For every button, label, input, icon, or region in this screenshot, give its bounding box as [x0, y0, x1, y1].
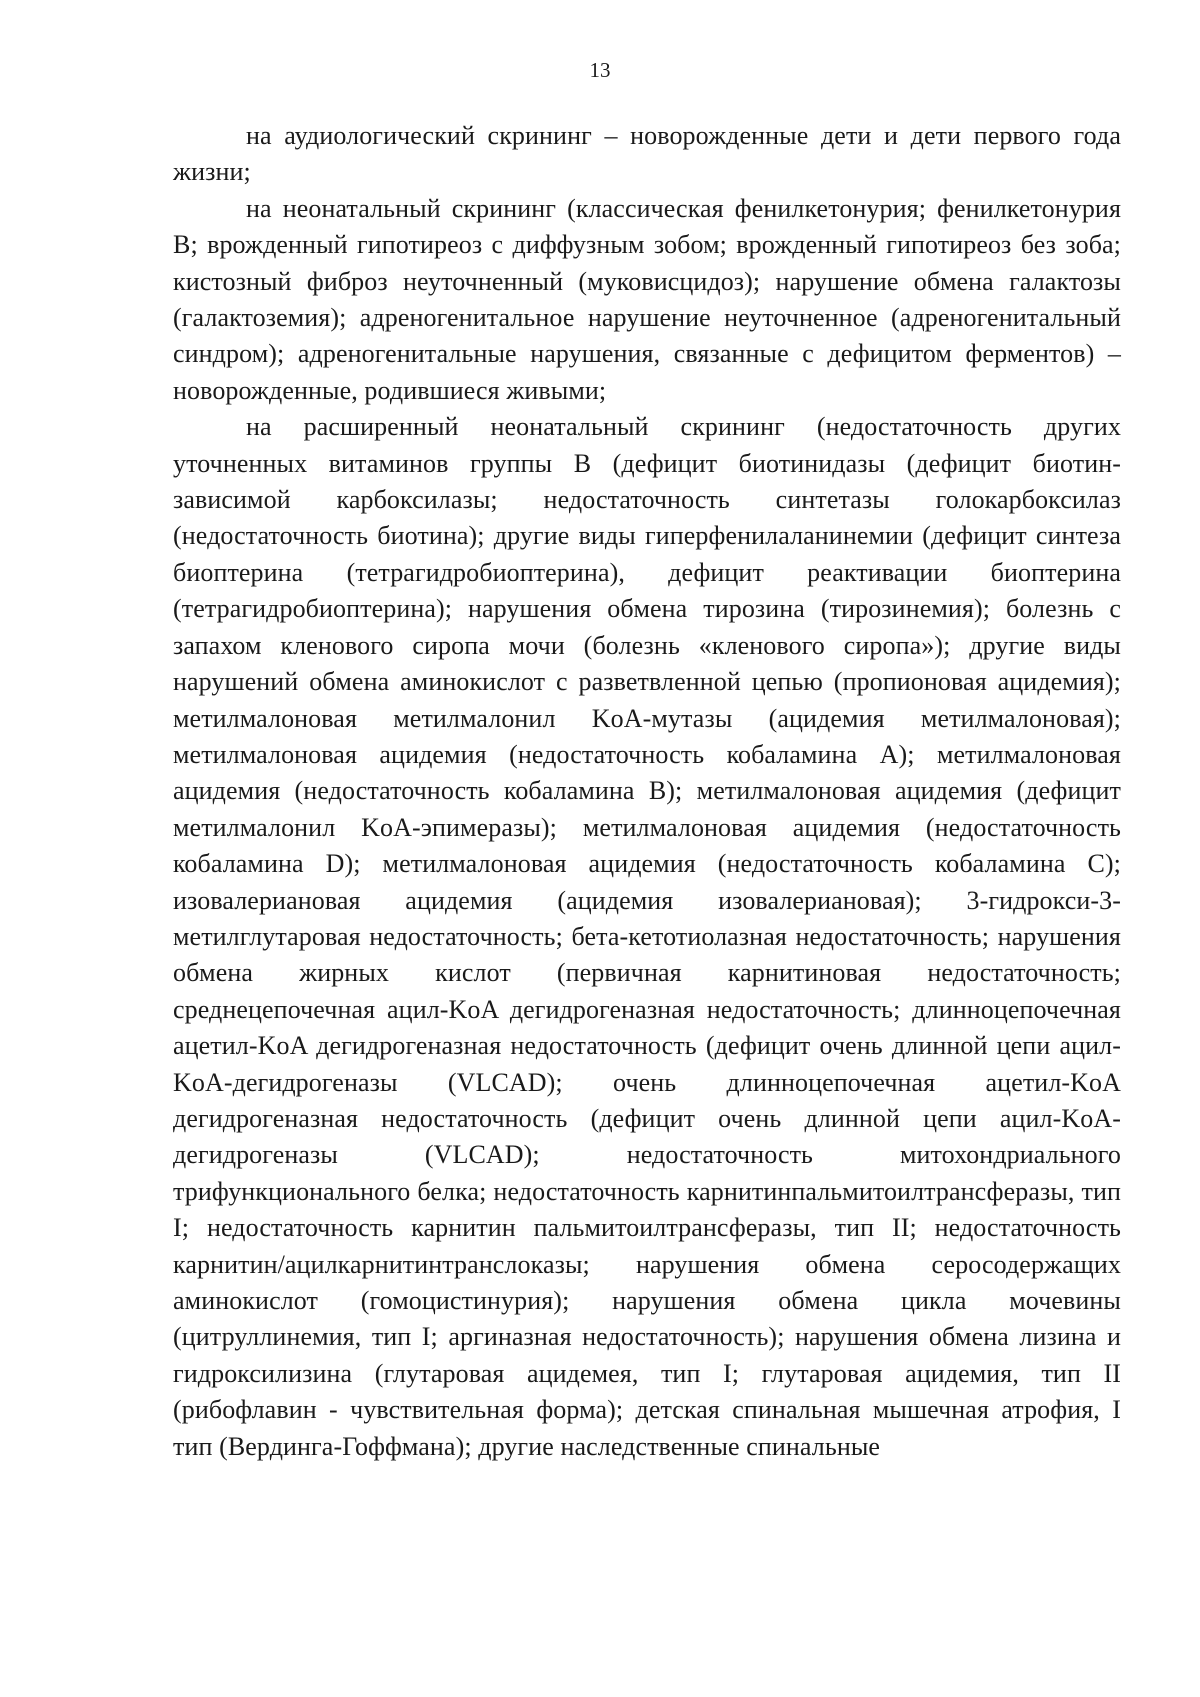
paragraph-extended-neonatal-screening: на расширенный неонатальный скрининг (недостаточность других уточненных витаминов группы B (дефицит биотинидазы (дефицит биотин-зависимой карбоксилазы; недостаточность синтетазы голокарбоксилаз (недостаточность биотина); другие виды гиперфенилаланинемии (дефицит синтеза биоптерина (тетрагидробиоптерина), дефицит реактивации биоптерина (тетрагидробиоптерина); нарушения обмена тирозина (тирозинемия); болезнь с запахом кленового сиропа мочи (болезнь «кленового сиропа»); другие виды нарушений обмена аминокислот с разветвленной цепью (пропионовая ацидемия); метилмалоновая метилмалонил KoA-мутазы (ацидемия метилмалоновая); метилмалоновая ацидемия (недостаточность кобаламина A); метилмалоновая ацидемия (недостаточность кобаламина B); метилмалоновая ацидемия (дефицит метилмалонил KoA-эпимеразы); метилмалоновая ацидемия (недостаточность кобаламина D); метилмалоновая ацидемия (недостаточность кобаламина C); изовалериановая ацидемия (ацидемия изовалериановая); 3-гидрокси-3-метилглутаровая недостаточность; бета-кетотиолазная недостаточность; нарушения обмена жирных кислот (первичная карнитиновая недостаточность; среднецепочечная ацил-KoA дегидрогеназная недостаточность; длинноцепочечная ацетил-KoA дегидрогеназная недостаточность (дефицит очень длинной цепи ацил-KoA-дегидрогеназы (VLCAD); очень длинноцепочечная ацетил-KoA дегидрогеназная недостаточность (дефицит очень длинной цепи ацил-KoA-дегидрогеназы (VLCAD); недостаточность митохондриального трифункционального белка; недостаточность карнитинпальмитоилтрансферазы, тип I; недостаточность карнитин пальмитоилтрансферазы, тип II; недостаточность карнитин/ацилкарнитинтранслоказы; нарушения обмена серосодержащих аминокислот (гомоцистинурия); нарушения обмена цикла мочевины (цитруллинемия, тип I; аргиназная недостаточность); нарушения обмена лизина и гидроксилизина (глутаровая ацидемея, тип I; глутаровая ацидемия, тип II (рибофлавин - чувствительная форма); детская спинальная мышечная атрофия, I тип (Вердинга-Гоффмана); другие наследственные спинальные	[173, 412, 1121, 1461]
page-number: 13	[589, 58, 611, 82]
paragraph-neonatal-screening: на неонатальный скрининг (классическая фенилкетонурия; фенилкетонурия B; врожденный гипотиреоз с диффузным зобом; врожденный гипотиреоз без зоба; кистозный фиброз неуточненный (муковисцидоз); нарушение обмена галактозы (галактоземия); адреногенитальное нарушение неуточненное (адреногенитальный синдром); адреногенитальные нарушения, связанные с дефицитом ферментов) – новорожденные, родившиеся живыми;	[173, 193, 1121, 405]
paragraph-audiology-screening: на аудиологический скрининг – новорожденные дети и дети первого года жизни;	[173, 121, 1121, 187]
body-text	[173, 118, 1121, 1465]
